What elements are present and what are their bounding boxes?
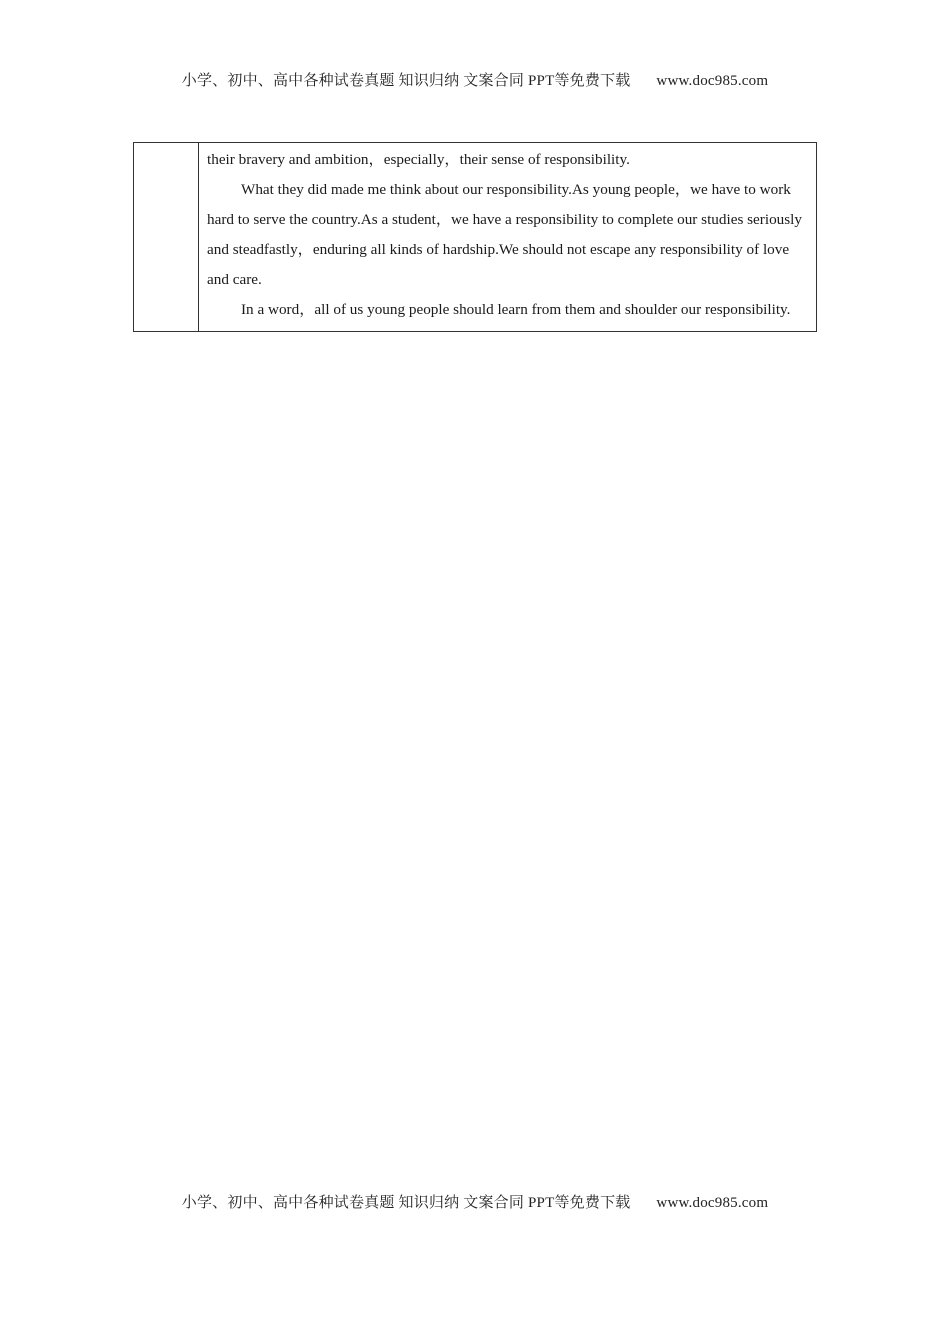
- page-footer: [0, 1191, 950, 1212]
- essay-paragraph-3: In a word，all of us young people should learn from them and shoulder our responsibility.: [241, 301, 791, 318]
- essay-cell: [199, 143, 817, 332]
- table-row: [134, 143, 817, 332]
- header-text: 小学、初中、高中各种试卷真题 知识归纳 文案合同 PPT等免费下载: [181, 73, 631, 89]
- essay-table: [133, 142, 817, 332]
- footer-text: 小学、初中、高中各种试卷真题 知识归纳 文案合同 PPT等免费下载: [181, 1195, 631, 1211]
- page-header: [0, 69, 950, 90]
- essay-paragraph-2: What they did made me think about our responsibility.As young people，we have to work hard to serve the country.As a student，we have a responsibility to complete our studies seriously and steadfastly，enduring all kinds of hardship.We should not escape any responsibility of love and care.: [207, 181, 802, 288]
- footer-url: www.doc985.com: [656, 1195, 769, 1211]
- essay-paragraph-1: their bravery and ambition，especially，their sense of responsibility.: [207, 151, 630, 168]
- header-url: www.doc985.com: [656, 73, 769, 89]
- label-cell: [134, 143, 199, 332]
